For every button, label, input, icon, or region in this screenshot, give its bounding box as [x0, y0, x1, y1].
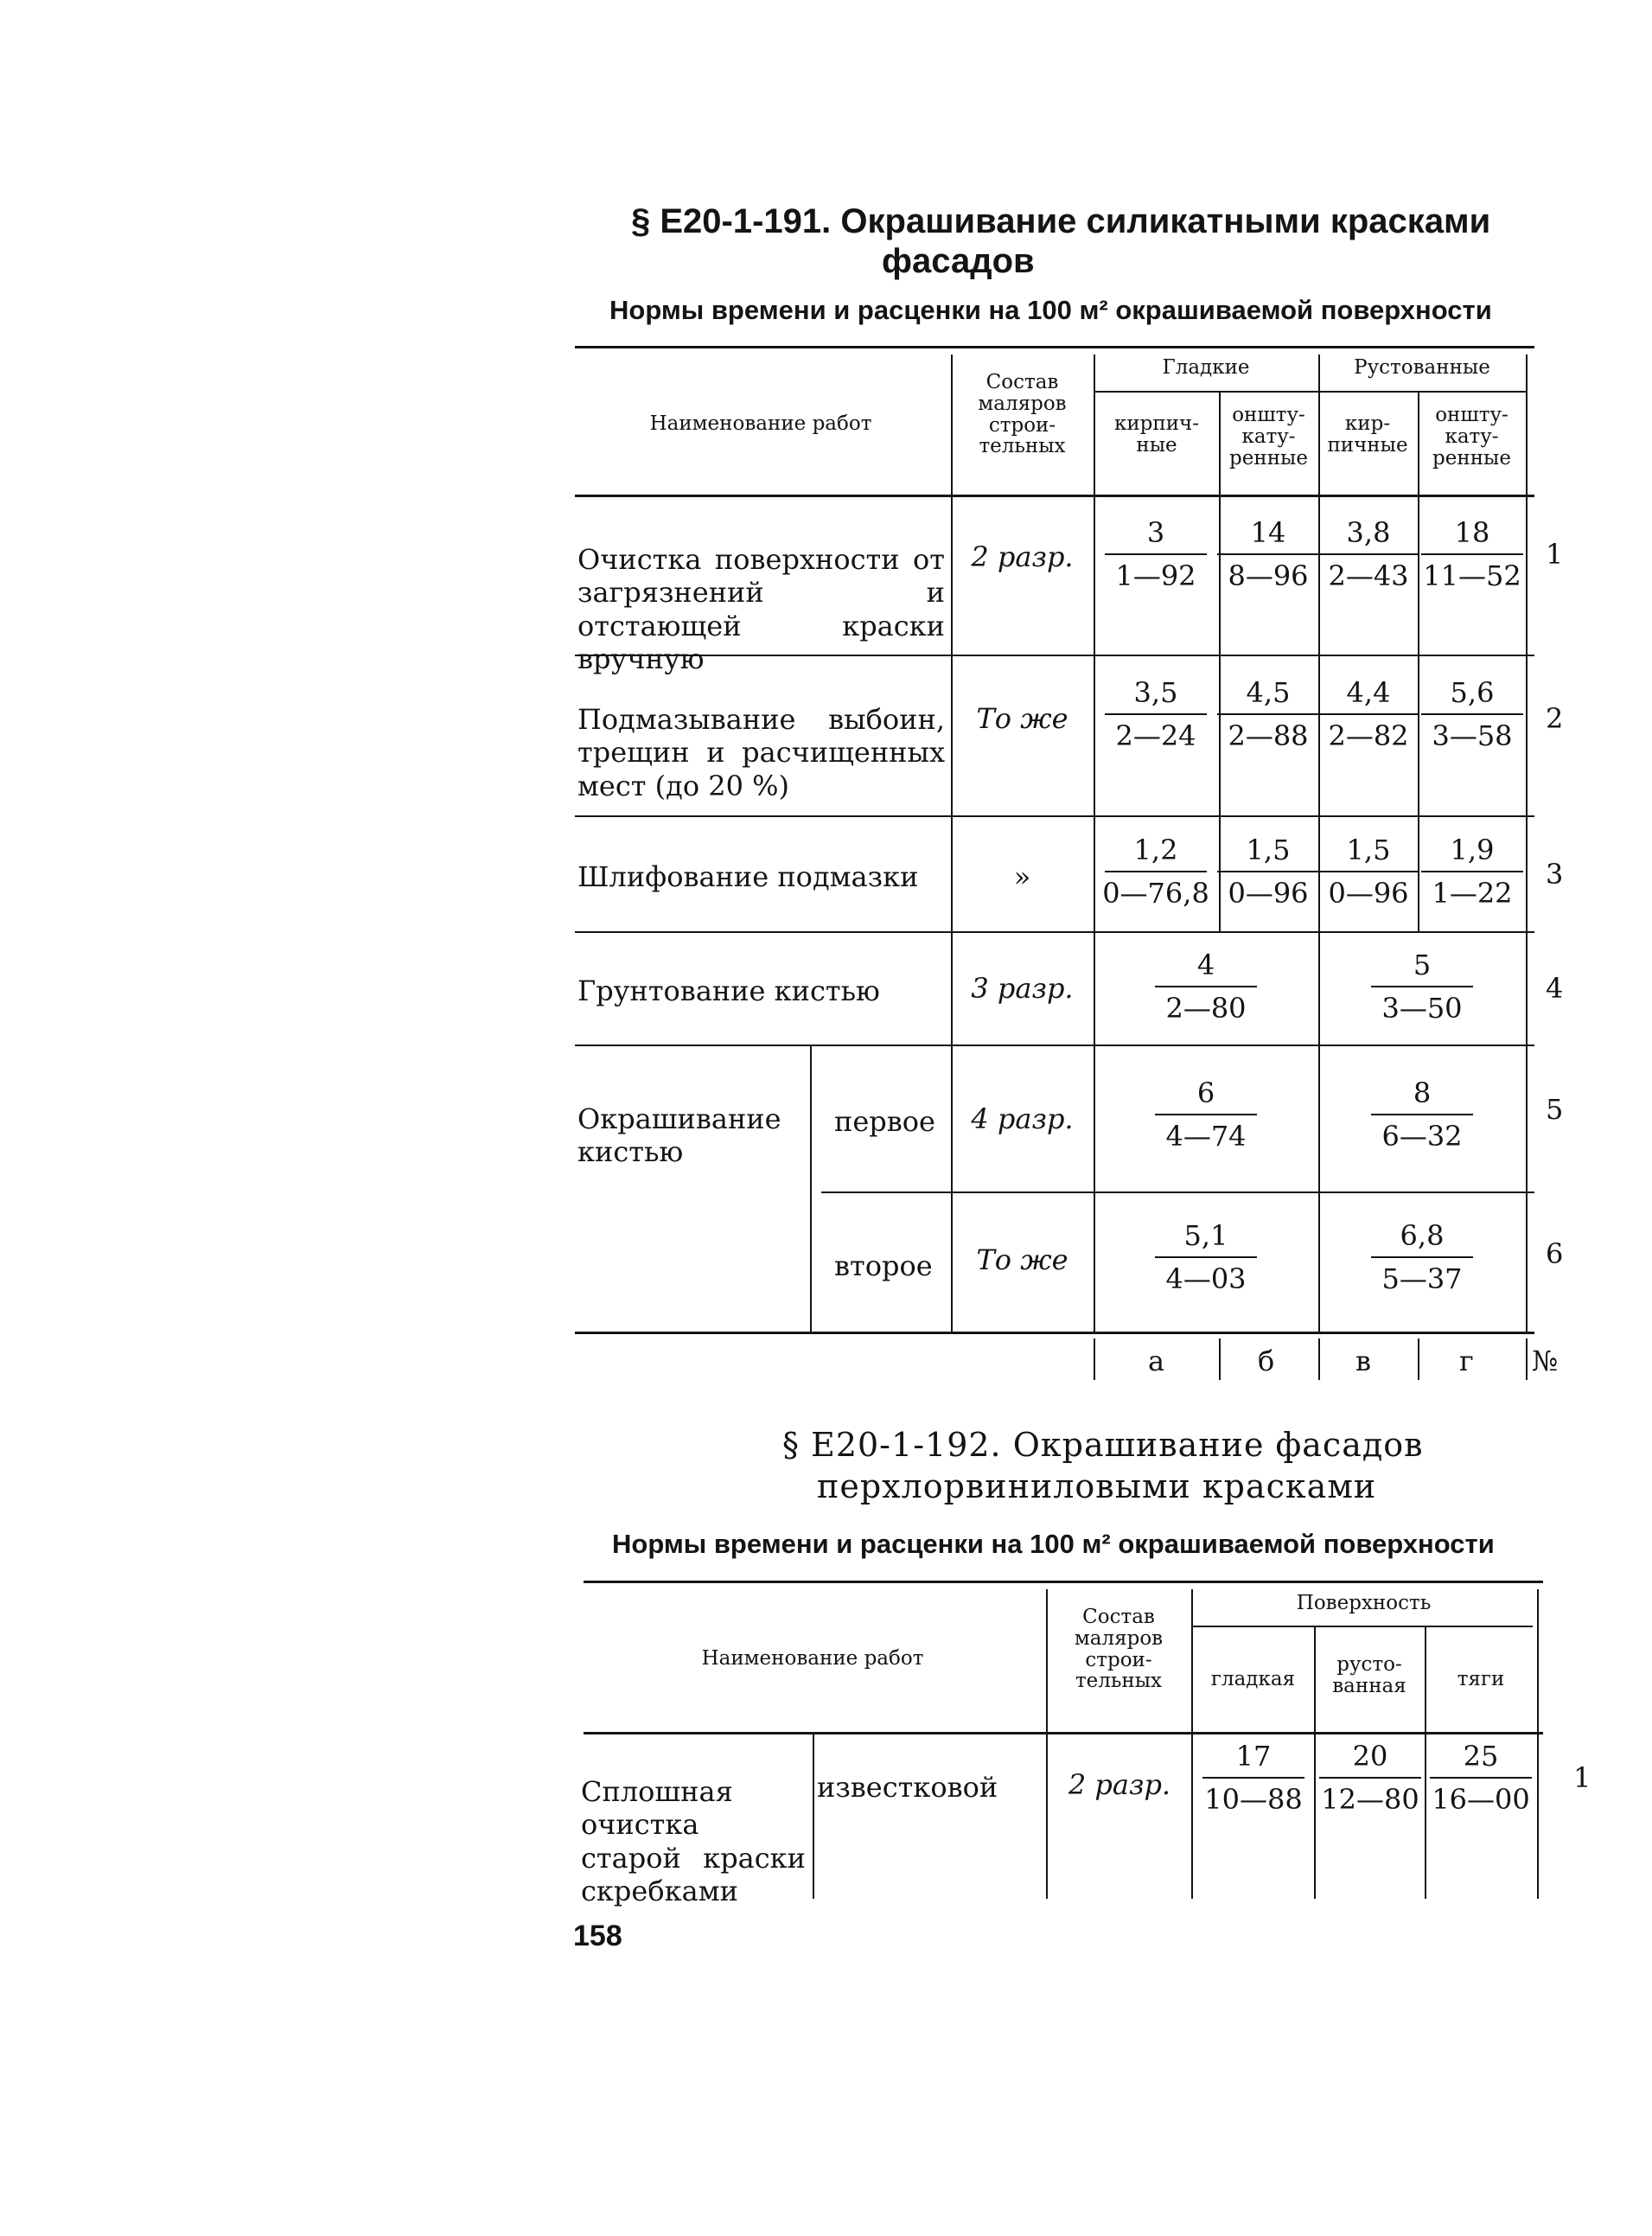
- row1-crew: 2 разр.: [971, 540, 1074, 573]
- table2-vline-crew: [1046, 1589, 1048, 1899]
- table1-header-rule: [575, 495, 1534, 497]
- table1-row5-rule: [821, 1191, 1534, 1193]
- table1-bottom-rule: [575, 1332, 1534, 1334]
- row5-sub-label: первое: [834, 1105, 935, 1138]
- table1-header-crew: Состав маляров строи-тельных: [978, 371, 1067, 458]
- footer-vline-4: [1418, 1338, 1419, 1380]
- row4-cell-rusticated: 5 3—50: [1357, 951, 1487, 1022]
- table1-header-brick-v: кир-пичные: [1327, 412, 1408, 457]
- footer-col-no: №: [1532, 1345, 1559, 1377]
- footer-col-g: г: [1459, 1345, 1474, 1377]
- row2-cell-a: 3,5 2—24: [1091, 679, 1221, 750]
- row5-cell-rusticated: 8 6—32: [1357, 1079, 1487, 1150]
- table1-top-rule: [575, 346, 1534, 348]
- row4-work-name: Грунтование кистью: [577, 974, 880, 1007]
- row5-number: 5: [1546, 1093, 1564, 1126]
- row3-number: 3: [1546, 858, 1564, 891]
- table2-row1-cell-rusticated: 20 12—80: [1305, 1742, 1435, 1813]
- footer-vline-5: [1526, 1338, 1528, 1380]
- row2-cell-g: 5,6 3—58: [1407, 679, 1537, 750]
- footer-vline-3: [1318, 1338, 1320, 1380]
- table1-header-smooth: Гладкие: [1162, 356, 1250, 379]
- row2-cell-v: 4,4 2—82: [1304, 679, 1433, 750]
- section1-title-line1: § Е20-1-191. Окрашивание силикатными красками: [631, 202, 1491, 240]
- footer-vline-1: [1094, 1338, 1095, 1380]
- row1-cell-g: 18 11—52: [1407, 519, 1537, 590]
- row1-cell-a: 3 1—92: [1091, 519, 1221, 590]
- row3-cell-g: 1,9 1—22: [1407, 836, 1537, 907]
- footer-col-b: б: [1258, 1345, 1275, 1377]
- table2-vline-sub: [813, 1734, 814, 1899]
- table2-row1-sub-label: известковой: [817, 1771, 998, 1804]
- section2-title-line2: перхлорвиниловыми красками: [817, 1467, 1377, 1505]
- row3-crew: »: [1013, 860, 1031, 893]
- table2-header-rods: тяги: [1457, 1668, 1505, 1690]
- row1-work-name: Очистка поверхности от загрязнений и отстающей краски вручную: [577, 543, 945, 676]
- table1-group-rule: [1094, 391, 1526, 393]
- section1-subtitle: Нормы времени и расценки на 100 м² окрашиваемой поверхности: [609, 295, 1492, 325]
- row5-cell-smooth: 6 4—74: [1141, 1079, 1271, 1150]
- section2-subtitle: Нормы времени и расценки на 100 м² окрашиваемой поверхности: [612, 1529, 1495, 1559]
- table2-row1-number: 1: [1573, 1761, 1591, 1794]
- table2-header-work-name: Наименование работ: [701, 1647, 924, 1670]
- row2-cell-b: 4,5 2—88: [1203, 679, 1333, 750]
- table2-row1-crew: 2 разр.: [1068, 1768, 1171, 1801]
- table1-vline-crew: [951, 355, 953, 1332]
- table1-header-rusticated: Рустованные: [1354, 356, 1490, 379]
- page-number: 158: [573, 1920, 622, 1952]
- table2-header-rule: [584, 1732, 1543, 1734]
- table1-header-plaster-g: оншту-кату-ренные: [1432, 404, 1511, 470]
- row4-crew: 3 разр.: [971, 972, 1074, 1005]
- row4-cell-smooth: 4 2—80: [1141, 951, 1271, 1022]
- table2-top-rule: [584, 1581, 1543, 1583]
- table1-row3-rule: [575, 931, 1534, 933]
- table2-header-smooth: гладкая: [1210, 1668, 1296, 1690]
- row2-work-name: Подмазывание выбоин, трещин и расчищенных мест (до 20 %): [577, 703, 945, 802]
- row4-number: 4: [1546, 972, 1564, 1005]
- row3-work-name: Шлифование подмазки: [577, 860, 919, 893]
- table2-header-crew: Состав маляров строи-тельных: [1074, 1606, 1164, 1693]
- table1-vline-sub: [810, 1045, 812, 1332]
- section1-title-line2: фасадов: [882, 242, 1035, 280]
- row5-crew: 4 разр.: [971, 1102, 1074, 1135]
- row1-cell-v: 3,8 2—43: [1304, 519, 1433, 590]
- row6-number: 6: [1546, 1237, 1564, 1270]
- table1-row2-rule: [575, 815, 1534, 817]
- row3-cell-b: 1,5 0—96: [1203, 836, 1333, 907]
- table1-row4-rule: [575, 1045, 1534, 1046]
- row6-sub-label: второе: [834, 1249, 933, 1282]
- row2-number: 2: [1546, 702, 1564, 735]
- footer-col-a: а: [1148, 1345, 1165, 1377]
- section2-title-line1: § Е20-1-192. Окрашивание фасадов: [782, 1426, 1424, 1464]
- table2-row1-work-name: Сплошная очистка старой краски скребками: [581, 1775, 806, 1908]
- row3-cell-v: 1,5 0—96: [1304, 836, 1433, 907]
- row5-work-name: Окрашивание кистью: [577, 1102, 781, 1169]
- row6-crew: То же: [976, 1243, 1068, 1276]
- table2-header-surface: Поверхность: [1296, 1592, 1432, 1614]
- row2-crew: То же: [976, 702, 1068, 735]
- row6-cell-smooth: 5,1 4—03: [1141, 1222, 1271, 1293]
- table1-header-work-name: Наименование работ: [649, 412, 872, 435]
- row1-cell-b: 14 8—96: [1203, 519, 1333, 590]
- table2-row1-cell-smooth: 17 10—88: [1189, 1742, 1318, 1813]
- row6-cell-rusticated: 6,8 5—37: [1357, 1222, 1487, 1293]
- table1-header-brick-a: кирпич-ные: [1113, 412, 1200, 457]
- table2-header-rusticated: русто-ванная: [1332, 1653, 1406, 1697]
- row1-number: 1: [1546, 538, 1564, 571]
- footer-vline-2: [1219, 1338, 1221, 1380]
- table1-header-plaster-b: оншту-кату-ренные: [1229, 404, 1308, 470]
- footer-col-v: в: [1355, 1345, 1372, 1377]
- table2-group-rule: [1191, 1626, 1533, 1627]
- table2-row1-cell-rods: 25 16—00: [1416, 1742, 1546, 1813]
- row3-cell-a: 1,2 0—76,8: [1102, 834, 1209, 910]
